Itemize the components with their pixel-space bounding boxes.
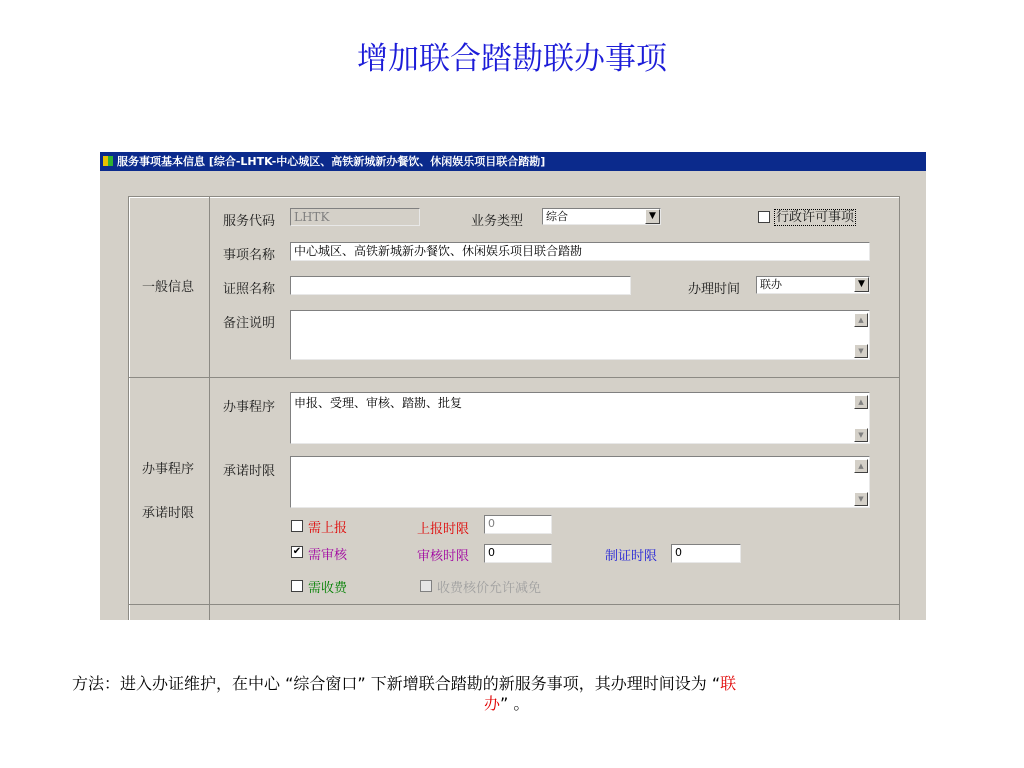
need-review-label: 需审核 [308, 548, 348, 563]
business-type-value: 综合 [546, 210, 568, 223]
instruction-note [72, 674, 972, 713]
procedure-text: 申报、受理、审核、踏勘、批复 [294, 396, 463, 410]
remarks-label: 备注说明 [223, 316, 276, 331]
need-review-checkbox[interactable]: ✔ [292, 546, 302, 557]
fee-reduce-checkbox[interactable] [420, 580, 432, 592]
scroll-down-icon[interactable]: ▼ [854, 428, 868, 442]
review-limit-label: 审核时限 [417, 549, 470, 564]
cert-limit-field[interactable]: 0 [671, 544, 741, 563]
service-code-field[interactable]: LHTK [290, 208, 420, 226]
fee-reduce-label: 收费核价允许减免 [437, 581, 542, 596]
promise-limit-textarea[interactable] [290, 456, 870, 508]
procedure-textarea[interactable] [290, 392, 870, 444]
report-limit-field[interactable]: 0 [484, 515, 552, 534]
scroll-up-icon[interactable]: ▲ [854, 459, 868, 473]
section-label-procedure: 办事程序 [142, 462, 195, 477]
window-title: 服务事项基本信息 [综合-LHTK-中心城区、高铁新城新办餐饮、休闲娱乐项目联合踏勘] [117, 155, 546, 168]
section-divider [129, 377, 899, 378]
need-report-label: 需上报 [308, 521, 348, 536]
business-type-select[interactable] [542, 208, 661, 225]
service-item-window [100, 152, 926, 620]
review-limit-field[interactable]: 0 [484, 544, 552, 563]
promise-limit-label: 承诺时限 [223, 464, 276, 479]
note-line2: ” 。 [500, 694, 530, 713]
handle-time-label: 办理时间 [688, 282, 741, 297]
note-highlight-2: 办 [484, 694, 501, 713]
admin-permit-label[interactable]: 行政许可事项 [776, 210, 855, 225]
business-type-label: 业务类型 [471, 214, 524, 229]
chevron-down-icon[interactable]: ▼ [854, 277, 869, 292]
handle-time-select[interactable] [756, 276, 870, 294]
procedure-label: 办事程序 [223, 400, 276, 415]
scroll-down-icon[interactable]: ▼ [854, 492, 868, 506]
report-limit-label: 上报时限 [417, 522, 470, 537]
window-titlebar [100, 152, 926, 171]
item-name-field[interactable]: 中心城区、高铁新城新办餐饮、休闲娱乐项目联合踏勘 [290, 242, 870, 261]
section-label-general: 一般信息 [142, 280, 195, 295]
note-line1: 方法：进入办证维护，在中心 “综合窗口” 下新增联合踏勘的新服务事项，其办理时间设为 “ [72, 674, 721, 693]
scroll-up-icon[interactable]: ▲ [854, 313, 868, 327]
note-highlight-1: 联 [720, 674, 737, 693]
section-label-promise: 承诺时限 [142, 506, 195, 521]
license-name-label: 证照名称 [223, 282, 276, 297]
license-name-field[interactable] [290, 276, 631, 295]
app-icon [103, 156, 113, 166]
service-code-label: 服务代码 [223, 214, 276, 229]
chevron-down-icon[interactable]: ▼ [645, 209, 660, 224]
slide-title: 增加联合踏勘联办事项 [357, 41, 667, 77]
remarks-textarea[interactable] [290, 310, 870, 360]
need-fee-label: 需收费 [308, 581, 348, 596]
section-divider [209, 197, 210, 620]
need-report-checkbox[interactable] [291, 520, 303, 532]
admin-permit-checkbox[interactable] [758, 211, 770, 223]
item-name-label: 事项名称 [223, 248, 276, 263]
section-divider [129, 604, 899, 605]
scroll-down-icon[interactable]: ▼ [854, 344, 868, 358]
handle-time-value: 联办 [760, 278, 782, 291]
scroll-up-icon[interactable]: ▲ [854, 395, 868, 409]
cert-limit-label: 制证时限 [605, 549, 658, 564]
need-fee-checkbox[interactable] [291, 580, 303, 592]
